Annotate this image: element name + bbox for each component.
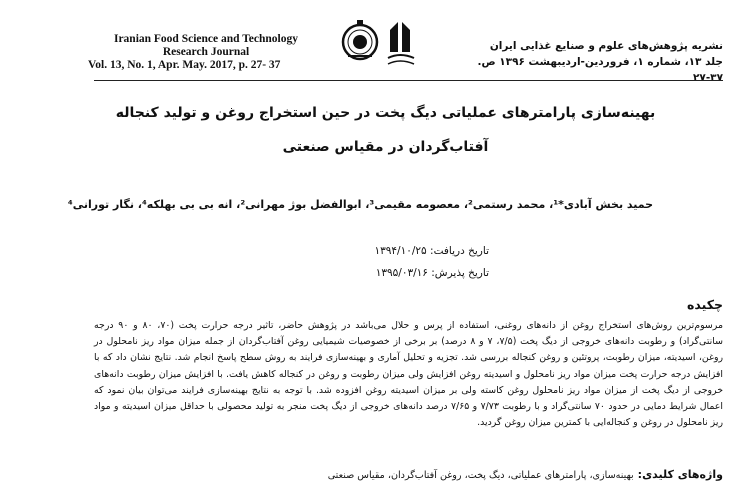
journal-volume-en: Vol. 13, No. 1, Apr. May. 2017, p. 27- 37 bbox=[88, 59, 281, 71]
keywords bbox=[328, 468, 723, 481]
paper-title: بهینه‌سازی پارامترهای عملیاتی دیگ پخت در حین استخراج روغن و تولید کنجاله آفتاب‌گردان در مقیاس صنعتی bbox=[115, 105, 656, 155]
journal-persian-header bbox=[463, 38, 723, 86]
keywords-label: واژه‌های کلیدی: bbox=[637, 468, 723, 481]
received-date: تاریخ دریافت: ۱۳۹۴/۱۰/۲۵ bbox=[374, 245, 489, 257]
institute-seal-icon bbox=[343, 20, 377, 59]
journal-name-fa: نشریه پژوهش‌های علوم و صنایع غذایی ایران bbox=[489, 40, 723, 52]
submission-dates bbox=[374, 240, 489, 284]
abstract-text: مرسوم‌ترین روش‌های استخراج روغن از دانه‌های روغنی، استفاده از پرس و حلال می‌باشد در پژوهش حاضر، تاثیر درجه حرارت پخت (۷۰، ۸۰ و ۹۰ درجه سانتی‌گراد) و رطوبت دانه‌های خروجی از دیگ پخت (۷/۵، ۷ و ۸ درصد) بر برخی از خصوصیات شیمیایی روغن آفتاب‌گردان از جمله میزان مواد ریز نامحلول در روغن، اسیدیته، میزان رطوبت، پروتئین و روغن کنجاله بررسی شد. تجزیه و تحلیل آماری و بهینه‌سازی فرایند به روش سطح پاسخ انجام شد. نتایج نشان داد که با افزایش درجه حرارت پخت میزان مواد ریز نامحلول و اسیدیته روغن افزایش ولی میزان رطوبت و روغن در کنجاله کاهش یافت. با افزایش میزان رطوبت دانه‌های خروجی از دیگ پخت از میزان مواد ریز نامحلول روغن کاسته ولی بر میزان اسیدیته روغن افزوده شد. با توجه به نتایج بهینه‌سازی فرایند می‌توان بیان نمود که اعمال شرایط دمایی در حدود ۷۰ سانتی‌گراد و با رطوبت ۷/۷۳ و ۷/۶۵ درصد دانه‌های خروجی از دیگ پخت منجر به تولید محصولی با حداقل میزان اسیدیته و مواد ریز نامحلول در روغن و کنجاله‌ایی با کمترین میزان روغن گردید. bbox=[94, 320, 723, 429]
journal-name-line1: Iranian Food Science and Technology bbox=[113, 33, 299, 45]
author-list: حمید بخش آبادی*¹، محمد رستمی²، معصومه مقیمی³، ابوالفضل بوژ مهرانی²، انه بی بی بهلکه⁴، نگار تورانی⁴ bbox=[67, 198, 654, 211]
university-logo-icon bbox=[388, 22, 414, 64]
keywords-text: بهینه‌سازی، پارامترهای عملیاتی، دیگ پخت، روغن آفتاب‌گردان، مقیاس صنعتی bbox=[327, 470, 634, 481]
header-divider bbox=[94, 80, 723, 81]
journal-volume-fa: جلد ۱۳، شماره ۱، فروردین-اردیبهشت ۱۳۹۶ ص. ۳۷-۲۷ bbox=[477, 56, 723, 84]
journal-english-header bbox=[88, 33, 316, 72]
journal-logos bbox=[340, 12, 422, 72]
accepted-date: تاریخ پذیرش: ۱۳۹۵/۰۳/۱۶ bbox=[375, 267, 489, 279]
journal-name-line2: Research Journal bbox=[162, 46, 250, 58]
abstract-heading: چکیده bbox=[687, 297, 723, 312]
